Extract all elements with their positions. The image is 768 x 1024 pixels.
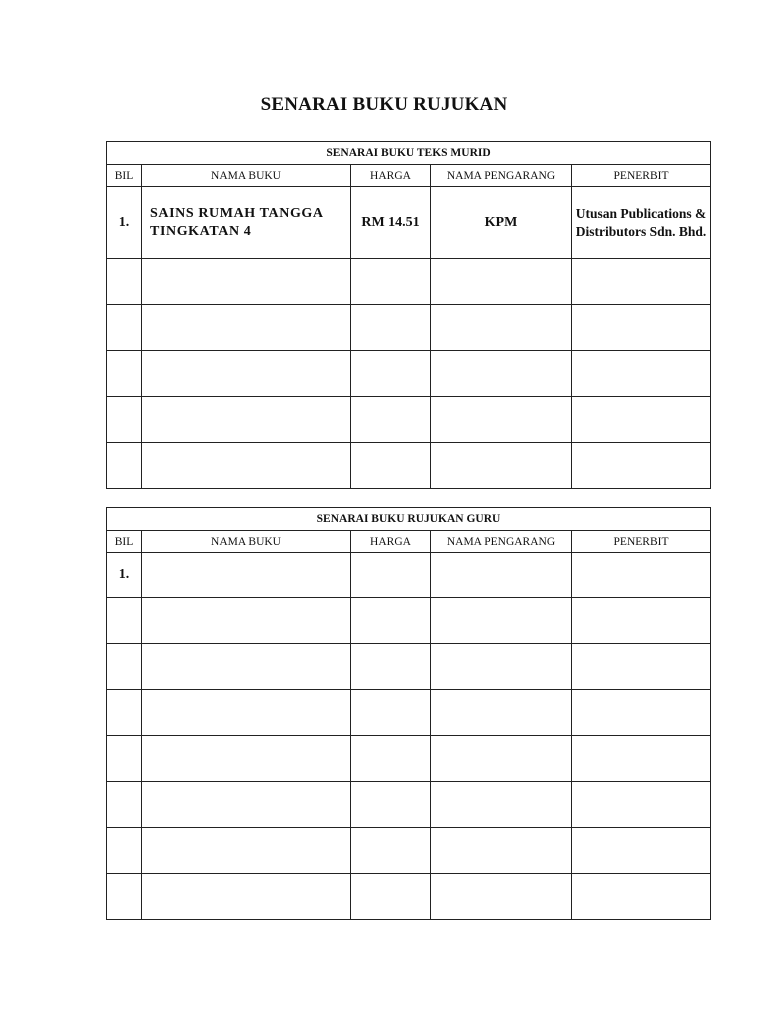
empty-cell	[572, 443, 711, 489]
header-bil: BIL	[107, 165, 142, 187]
header-harga: HARGA	[351, 531, 431, 553]
empty-cell	[142, 259, 351, 305]
table-row-empty	[107, 443, 711, 489]
empty-cell	[431, 443, 572, 489]
table-caption: SENARAI BUKU TEKS MURID	[107, 142, 711, 165]
empty-cell	[572, 598, 711, 644]
empty-cell	[142, 828, 351, 874]
empty-cell	[572, 828, 711, 874]
cell-nama-pengarang	[431, 553, 572, 598]
empty-cell	[142, 443, 351, 489]
header-nama-buku: NAMA BUKU	[142, 165, 351, 187]
empty-cell	[431, 828, 572, 874]
table-row	[107, 553, 711, 598]
empty-cell	[142, 736, 351, 782]
empty-cell	[572, 397, 711, 443]
page-title: SENARAI BUKU RUJUKAN	[260, 94, 508, 115]
empty-cell	[572, 782, 711, 828]
empty-cell	[431, 690, 572, 736]
empty-cell	[351, 828, 431, 874]
empty-cell	[107, 736, 142, 782]
header-penerbit: PENERBIT	[572, 531, 711, 553]
empty-cell	[142, 644, 351, 690]
empty-cell	[431, 351, 572, 397]
empty-cell	[107, 351, 142, 397]
cell-harga: RM 14.51	[351, 187, 431, 259]
empty-cell	[431, 874, 572, 920]
header-bil: BIL	[107, 531, 142, 553]
empty-cell	[351, 305, 431, 351]
empty-cell	[431, 782, 572, 828]
table-caption: SENARAI BUKU RUJUKAN GURU	[107, 508, 711, 531]
cell-harga	[351, 553, 431, 598]
empty-cell	[142, 351, 351, 397]
table-row-empty	[107, 644, 711, 690]
empty-cell	[572, 736, 711, 782]
empty-cell	[351, 782, 431, 828]
table-row-empty	[107, 736, 711, 782]
header-penerbit: PENERBIT	[572, 165, 711, 187]
empty-cell	[431, 259, 572, 305]
empty-cell	[142, 690, 351, 736]
empty-cell	[107, 598, 142, 644]
empty-cell	[351, 397, 431, 443]
table-row	[107, 187, 711, 259]
cell-nama-buku	[142, 553, 351, 598]
table-caption-row	[107, 142, 711, 165]
empty-cell	[142, 598, 351, 644]
table-row-empty	[107, 598, 711, 644]
empty-cell	[351, 443, 431, 489]
header-nama-pengarang: NAMA PENGARANG	[431, 531, 572, 553]
empty-cell	[351, 874, 431, 920]
empty-cell	[431, 598, 572, 644]
empty-cell	[572, 644, 711, 690]
cell-bil: 1.	[107, 553, 142, 598]
table-caption-row	[107, 508, 711, 531]
empty-cell	[572, 690, 711, 736]
empty-cell	[431, 736, 572, 782]
table-header-row	[107, 531, 711, 553]
table-row-empty	[107, 259, 711, 305]
empty-cell	[572, 351, 711, 397]
empty-cell	[431, 305, 572, 351]
empty-cell	[351, 598, 431, 644]
empty-cell	[351, 259, 431, 305]
empty-cell	[431, 644, 572, 690]
empty-cell	[431, 397, 572, 443]
empty-cell	[107, 259, 142, 305]
empty-cell	[142, 874, 351, 920]
table-row-empty	[107, 351, 711, 397]
empty-cell	[107, 305, 142, 351]
empty-cell	[142, 397, 351, 443]
table-header-row	[107, 165, 711, 187]
teacher-reference-table	[106, 507, 711, 920]
empty-cell	[351, 351, 431, 397]
empty-cell	[351, 644, 431, 690]
table-row-empty	[107, 782, 711, 828]
empty-cell	[107, 828, 142, 874]
table-row-empty	[107, 690, 711, 736]
table-row-empty	[107, 874, 711, 920]
empty-cell	[142, 782, 351, 828]
header-nama-pengarang: NAMA PENGARANG	[431, 165, 572, 187]
student-textbook-table	[106, 141, 711, 489]
empty-cell	[572, 874, 711, 920]
empty-cell	[107, 644, 142, 690]
cell-bil: 1.	[107, 187, 142, 259]
empty-cell	[107, 690, 142, 736]
cell-nama-pengarang: KPM	[431, 187, 572, 259]
empty-cell	[351, 690, 431, 736]
empty-cell	[572, 259, 711, 305]
cell-penerbit	[572, 553, 711, 598]
empty-cell	[351, 736, 431, 782]
header-nama-buku: NAMA BUKU	[142, 531, 351, 553]
empty-cell	[107, 443, 142, 489]
header-harga: HARGA	[351, 165, 431, 187]
empty-cell	[572, 305, 711, 351]
empty-cell	[107, 397, 142, 443]
cell-nama-buku: SAINS RUMAH TANGGA TINGKATAN 4	[142, 187, 351, 259]
empty-cell	[107, 782, 142, 828]
empty-cell	[107, 874, 142, 920]
cell-penerbit: Utusan Publications & Distributors Sdn. Bhd.	[572, 187, 711, 259]
empty-cell	[142, 305, 351, 351]
table-row-empty	[107, 305, 711, 351]
table-row-empty	[107, 828, 711, 874]
table-row-empty	[107, 397, 711, 443]
